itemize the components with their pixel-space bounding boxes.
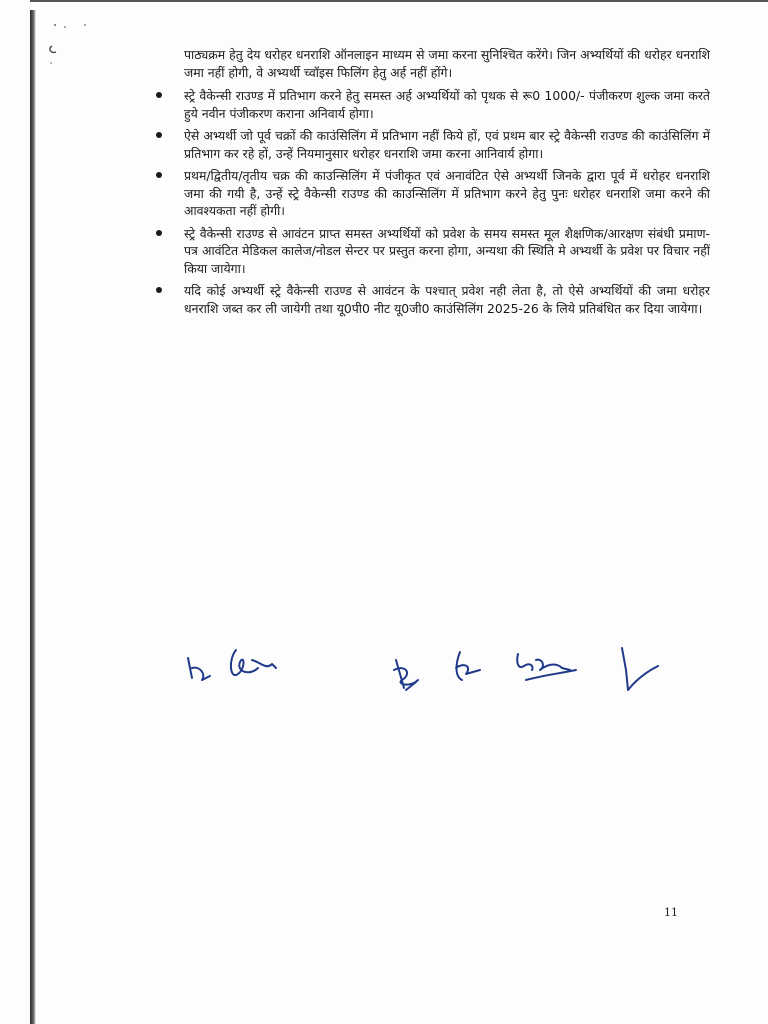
scan-artifact-marks	[44, 18, 94, 68]
signatures	[180, 640, 680, 710]
bullet-list	[150, 87, 710, 317]
signature-5	[622, 648, 658, 690]
intro-paragraph: पाठ्यक्रम हेतु देय धरोहर धनराशि ऑनलाइन माध्यम से जमा करना सुनिश्चित करेंगे। जिन अभ्यर्थियों की धरोहर धनराशि जमा नहीं होगी, वे अभ्यर्थी च्वॉइस फिलिंग हेतु अर्ह नहीं होंगे।	[184, 47, 710, 80]
bullet-item: स्ट्रे वैकेन्सी राउण्ड से आवंटन प्राप्त समस्त अभ्यर्थियों को प्रवेश के समय समस्त मूल शैक्षणिक/आरक्षण संबंधी प्रमाण-पत्र आवंटित मेडिकल कालेज/नोडल सेन्टर पर प्रस्तुत करना होगा, अन्यथा की स्थिति मे अभ्यर्थी के प्रवेश पर विचार नहीं किया जायेगा।	[150, 225, 710, 278]
bullet-item: ऐसे अभ्यर्थी जो पूर्व चक्रों की काउंसिलिंग में प्रतिभाग नहीं किये हों, एवं प्रथम बार स्ट्रे वैकेन्सी राउण्ड की काउंसिलिंग में प्रतिभाग कर रहे हों, उन्हें नियमानुसार धरोहर धनराशि जमा करना आनिवार्य होगा।	[150, 127, 710, 162]
signature-2	[394, 660, 418, 690]
bullet-item: स्ट्रे वैकेन्सी राउण्ड में प्रतिभाग करने हेतु समस्त अर्ह अभ्यर्थियों को पृथक से रू0 1000/- पंजीकरण शुल्क जमा करते हुये नवीन पंजीकरण कराना अनिवार्य होगा।	[150, 87, 710, 122]
document-body	[150, 46, 710, 322]
signature-4	[517, 654, 576, 680]
signature-3	[456, 652, 480, 680]
scan-left-edge	[30, 10, 36, 1024]
bullet-item: यदि कोई अभ्यर्थी स्ट्रे वैकेन्सी राउण्ड से आवंटन के पश्चात् प्रवेश नही लेता है, तो ऐसे अभ्यर्थियों की जमा धरोहर धनराशि जब्त कर ली जायेगी तथा यू0पी0 नीट यू0जी0 काउंसिलिंग 2025-26 के लिये प्रतिबंधित कर दिया जायेगा।	[150, 282, 710, 317]
signature-1	[188, 650, 276, 680]
bullet-item: प्रथम/द्वितीय/तृतीय चक्र की काउन्सिलिंग में पंजीकृत एवं अनावंटित ऐसे अभ्यर्थी जिनके द्वारा पूर्व में धरोहर धनराशि जमा की गयी है, उन्हें स्ट्रे वैकेन्सी राउण्ड की काउन्सिलिंग में प्रतिभाग करने हेतु पुनः धरोहर धनराशि जमा करने की आवश्यकता नहीं होगी।	[150, 167, 710, 220]
scan-top-edge	[30, 0, 768, 2]
page-number: 11	[664, 906, 678, 919]
